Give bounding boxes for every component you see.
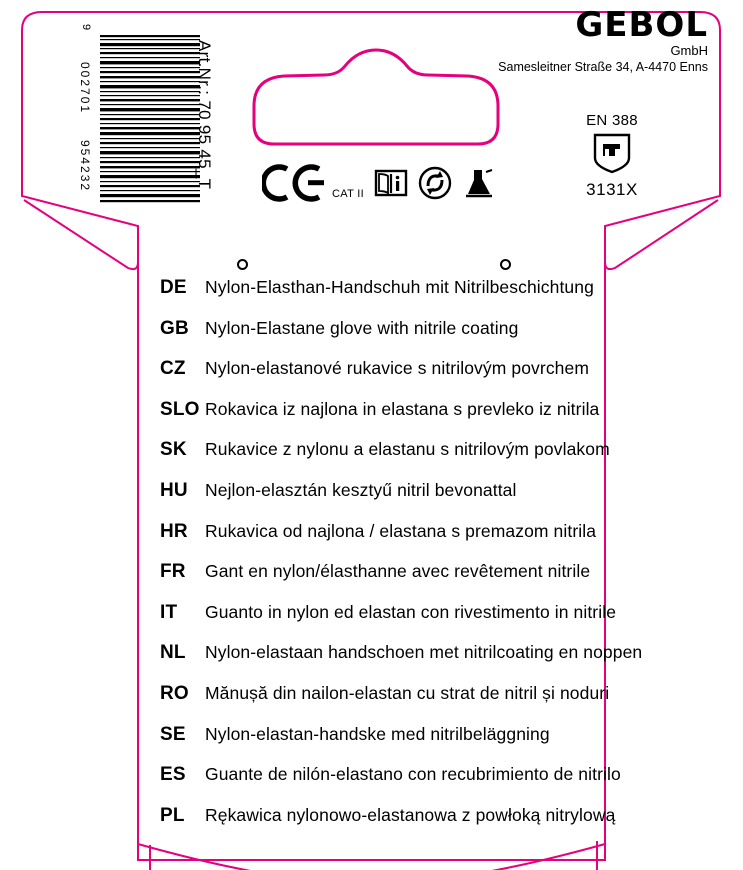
language-description: Guanto in nylon ed elastan con rivestimento in nitrile xyxy=(205,601,617,622)
list-item xyxy=(160,399,690,440)
list-item xyxy=(160,561,690,602)
en388-norm-label: EN 388 xyxy=(586,112,638,129)
language-description-list xyxy=(160,277,690,845)
language-code: IT xyxy=(160,601,178,623)
list-item xyxy=(160,683,690,724)
pictogram-row xyxy=(262,160,496,206)
punch-hole-left xyxy=(237,259,248,270)
list-item xyxy=(160,358,690,399)
language-description: Guante de nilón-elastano con recubrimiento de nitrilo xyxy=(205,764,621,785)
list-item xyxy=(160,642,690,683)
list-item xyxy=(160,480,690,521)
language-code: SLO xyxy=(160,398,200,420)
language-description: Nylon-elastaan handschoen met nitrilcoating en noppen xyxy=(205,642,643,663)
language-description: Nylon-elastan-handske med nitrilbeläggning xyxy=(205,723,550,744)
language-description: Mănușă din nailon-elastan cu strat de nitril și noduri xyxy=(205,682,610,703)
brand-legal-form: GmbH xyxy=(670,43,708,58)
brand-block xyxy=(448,5,708,74)
language-code: DE xyxy=(160,277,187,298)
language-code: RO xyxy=(160,682,189,704)
circular-arrow-icon xyxy=(418,166,452,200)
read-instructions-icon xyxy=(374,166,408,200)
waste-bin-icon xyxy=(462,166,496,200)
language-code: FR xyxy=(160,561,186,583)
list-item xyxy=(160,724,690,765)
language-description: Nejlon-elasztán kesztyű nitril bevonattal xyxy=(205,479,517,500)
language-code: PL xyxy=(160,804,185,826)
list-item xyxy=(160,805,690,846)
language-description: Rękawica nylonowo-elastanowa z powłoką nitrylową xyxy=(205,804,616,825)
brand-address: Samesleitner Straße 34, A-4470 Enns xyxy=(498,60,708,74)
language-code: ES xyxy=(160,764,186,786)
barcode-bars xyxy=(100,35,200,205)
ce-mark-icon xyxy=(262,163,326,203)
language-code: NL xyxy=(160,642,186,664)
en388-block xyxy=(567,112,657,200)
language-code: CZ xyxy=(160,358,186,380)
language-description: Rukavice z nylonu a elastanu s nitrilovým povlakom xyxy=(205,439,610,460)
list-item xyxy=(160,277,690,318)
barcode-lead-digit: 9 xyxy=(80,24,92,31)
list-item xyxy=(160,521,690,562)
list-item xyxy=(160,602,690,643)
language-code: SK xyxy=(160,439,187,461)
language-description: Nylon-Elastane glove with nitrile coating xyxy=(205,317,519,338)
list-item xyxy=(160,764,690,805)
barcode-digits-left: 002701 xyxy=(78,62,92,115)
article-number: Art.Nr.: 70 95 45_T xyxy=(195,40,214,190)
barcode-block xyxy=(78,10,214,210)
en388-performance-code: 3131X xyxy=(586,180,638,199)
language-description: Nylon-elastanové rukavice s nitrilovým povrchem xyxy=(205,358,590,379)
punch-hole-right xyxy=(500,259,511,270)
brand-name: GEBOL xyxy=(575,5,708,45)
anvil-shield-icon xyxy=(592,132,632,174)
language-code: HU xyxy=(160,479,188,501)
language-description: Rukavica od najlona / elastana s premazom nitrila xyxy=(205,520,597,541)
language-code: GB xyxy=(160,317,189,339)
ce-category-label: CAT II xyxy=(332,188,364,200)
barcode-digits-right: 954232 xyxy=(78,140,92,193)
list-item xyxy=(160,318,690,359)
language-description: Rokavica iz najlona in elastana s prevleko iz nitrila xyxy=(205,398,600,419)
list-item xyxy=(160,439,690,480)
language-code: HR xyxy=(160,520,188,542)
language-description: Gant en nylon/élasthanne avec revêtement nitrile xyxy=(205,561,591,582)
language-code: SE xyxy=(160,723,186,745)
language-description: Nylon-Elasthan-Handschuh mit Nitrilbeschichtung xyxy=(205,277,594,297)
